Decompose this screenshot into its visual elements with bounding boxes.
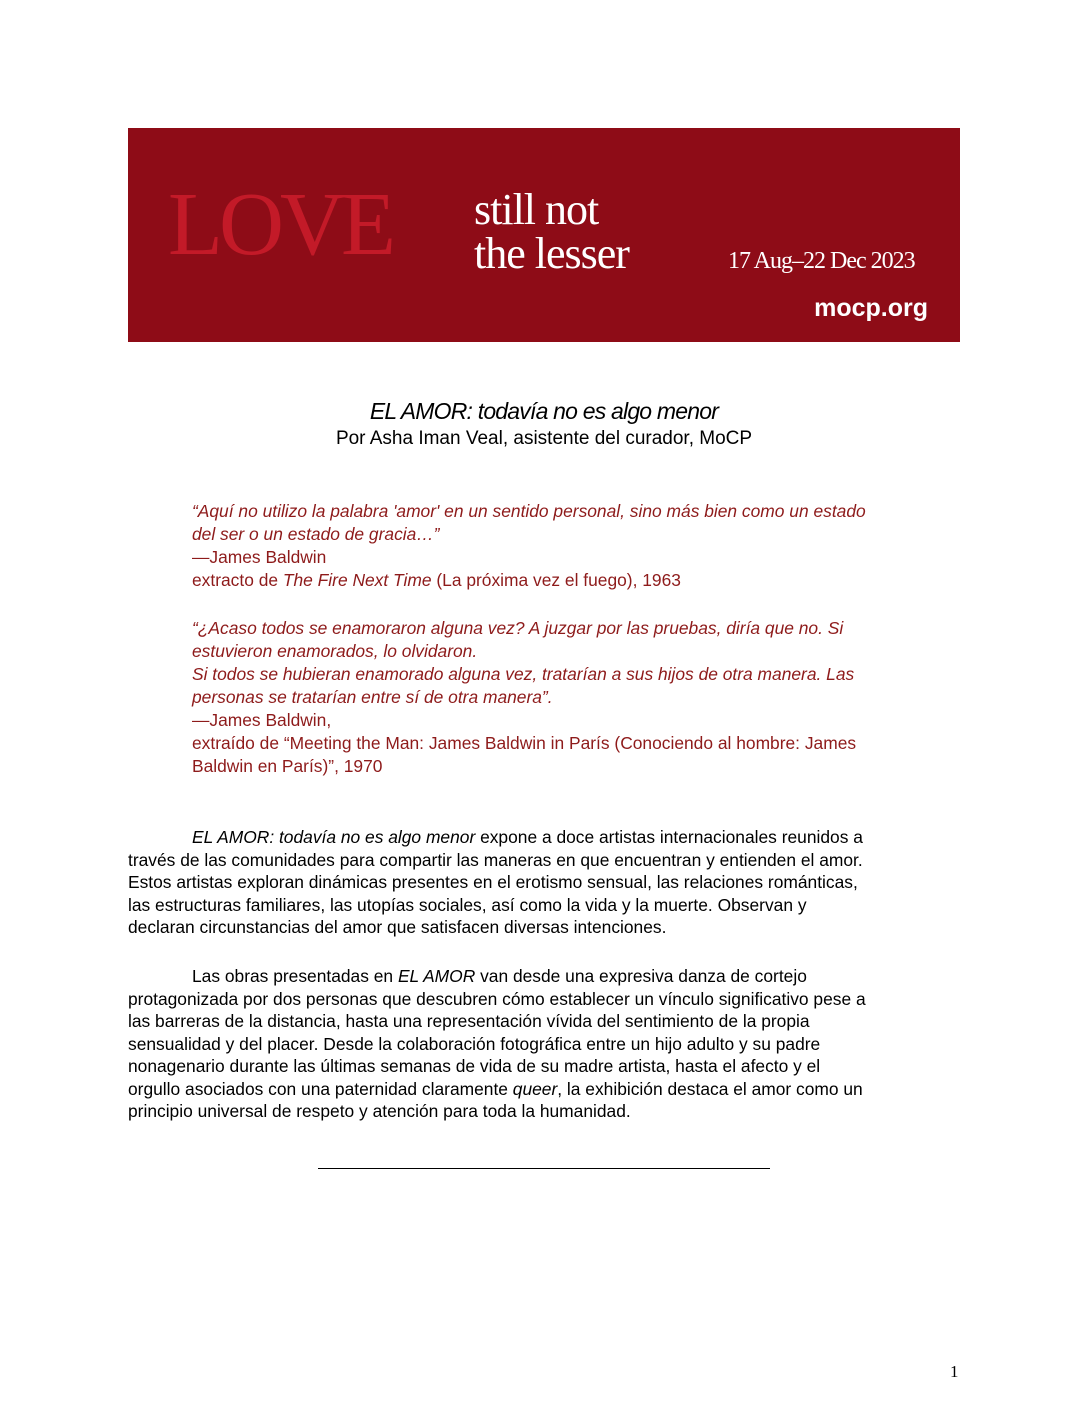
quote-line: del ser o un estado de gracia…” [192,524,440,544]
paragraph-line: sensualidad y del placer. Desde la colaboración fotográfica entre un hijo adulto y su padre [128,1033,821,1054]
quote-line: estuvieron enamorados, lo olvidaron. [192,641,478,661]
quote-author: —James Baldwin [192,547,327,567]
paragraph-line: declaran circunstancias del amor que satisfacen diversas intenciones. [128,917,667,937]
quote-line: personas se tratarían entre sí de otra manera”. [192,687,553,707]
page-number: 1 [950,1362,959,1381]
source-title: The Fire Next Time [282,570,432,590]
paragraph-line: Estos artistas exploran dinámicas presentes en el erotismo sensual, las relaciones románticas, [128,872,858,892]
source-prefix: extracto de [192,570,283,590]
quote-source [192,569,962,592]
paragraph-line [128,826,968,849]
paragraph-line [128,1078,968,1101]
section-divider [318,1168,770,1169]
queer-italic: queer [512,1078,558,1099]
epigraph-quote-1 [192,500,962,592]
exhibition-title-italic: EL AMOR [397,966,476,986]
exhibition-banner [128,128,960,342]
paragraph-line: las barreras de la distancia, hasta una representación vívida del sentimiento de la propia [128,1011,810,1031]
exhibition-title-italic: EL AMOR: todavía no es algo menor [192,827,476,847]
line-text: expone a doce artistas internacionales reunidos a [475,827,863,847]
paragraph-line: nonagenario durante las últimas semanas de vida de su madre artista, hasta el afecto y el [128,1056,821,1076]
document-title: EL AMOR: todavía no es algo menor [369,398,719,424]
quote-line: Si todos se hubieran enamorado alguna vez, tratarían a sus hijos de otra manera. Las [192,664,855,684]
quote-source: extraído de “Meeting the Man: James Baldwin in París (Conociendo al hombre: James [192,733,857,753]
line-text: , la exhibición destaca el amor como un [557,1078,863,1099]
exhibition-dates: 17 Aug–22 Dec 2023 [728,248,915,274]
quote-source: Baldwin en París)”, 1970 [192,756,383,776]
line-text: Las obras presentadas en [192,966,398,986]
paragraph-line: principio universal de respeto y atención para toda la humanidad. [128,1101,631,1121]
byline: Por Asha Iman Veal, asistente del curador, MoCP [335,428,753,449]
line-text: orgullo asociados con una paternidad claramente [128,1078,513,1099]
paragraph-line: las estructuras familiares, las utopías sociales, así como la vida y la muerte. Observan y [128,894,807,915]
quote-line: “¿Acaso todos se enamoraron alguna vez? A juzgar por las pruebas, diría que no. Si [192,618,844,638]
tagline-line-1: still not [474,185,599,234]
paragraph-line: través de las comunidades para compartir las maneras en que encuentran y entienden el amor. [128,849,863,870]
paragraph-line: protagonizada por dos personas que descubren cómo establecer un vínculo significativo pese a [128,988,866,1009]
love-logo: LOVE [168,175,392,274]
website-link[interactable]: mocp.org [814,294,928,322]
tagline-line-2: the lesser [474,229,629,278]
quote-author: —James Baldwin, [192,710,332,730]
banner-tagline [474,185,629,278]
body-paragraph-1 [128,826,968,939]
paragraph-line [128,965,968,988]
body-paragraph-2 [128,965,968,1123]
line-text: van desde una expresiva danza de cortejo [475,966,807,986]
source-suffix: (La próxima vez el fuego), 1963 [431,570,681,590]
epigraph-quote-2 [192,617,962,778]
quote-line: “Aquí no utilizo la palabra 'amor' en un sentido personal, sino más bien como un estado [192,501,866,521]
